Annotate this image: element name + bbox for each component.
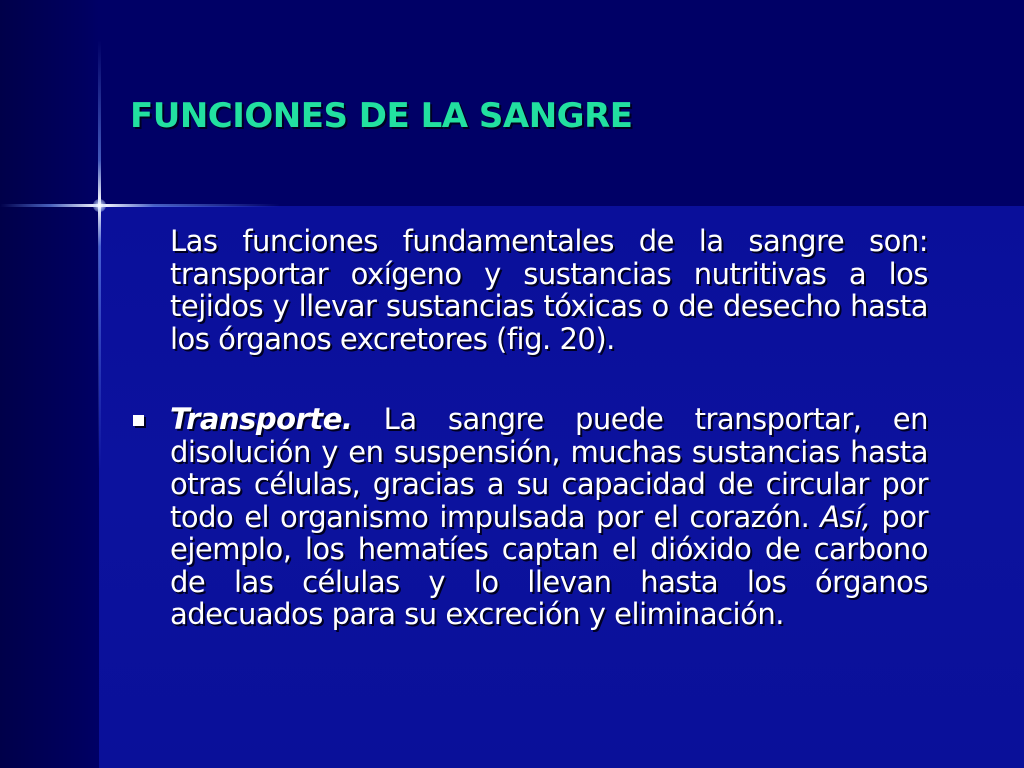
bullet-text-part-1: La sangre puede transportar, en disolución y en suspensión, muchas sustancias hasta otras células, gracias a su capacidad de circular por todo el organismo impulsada por el corazón. [170,402,928,534]
light-flare-vertical-icon [98,40,101,470]
left-background-band [0,0,99,768]
bullet-item-transporte [170,403,928,631]
bullet-text-part-2: por ejemplo, los hematíes captan el dióxido de carbono de las células y lo llevan hasta los órganos adecuados para su excreción y eliminación. [170,499,928,631]
light-flare-horizontal-icon [0,204,280,207]
intro-paragraph: Las funciones fundamentales de la sangre son: transportar oxígeno y sustancias nutritivas a los tejidos y llevar sustancias tóxicas o de desecho hasta los órganos excretores (fig. 20). [170,224,928,356]
light-flare-icon [93,199,106,212]
white-square-bullet-icon [133,415,144,426]
slide-body [170,225,928,631]
slide-title: FUNCIONES DE LA SANGRE [130,96,633,136]
bullet-paragraph [170,403,928,631]
bullet-emphasis: Así, [820,499,871,534]
bullet-term: Transporte. [170,402,353,436]
